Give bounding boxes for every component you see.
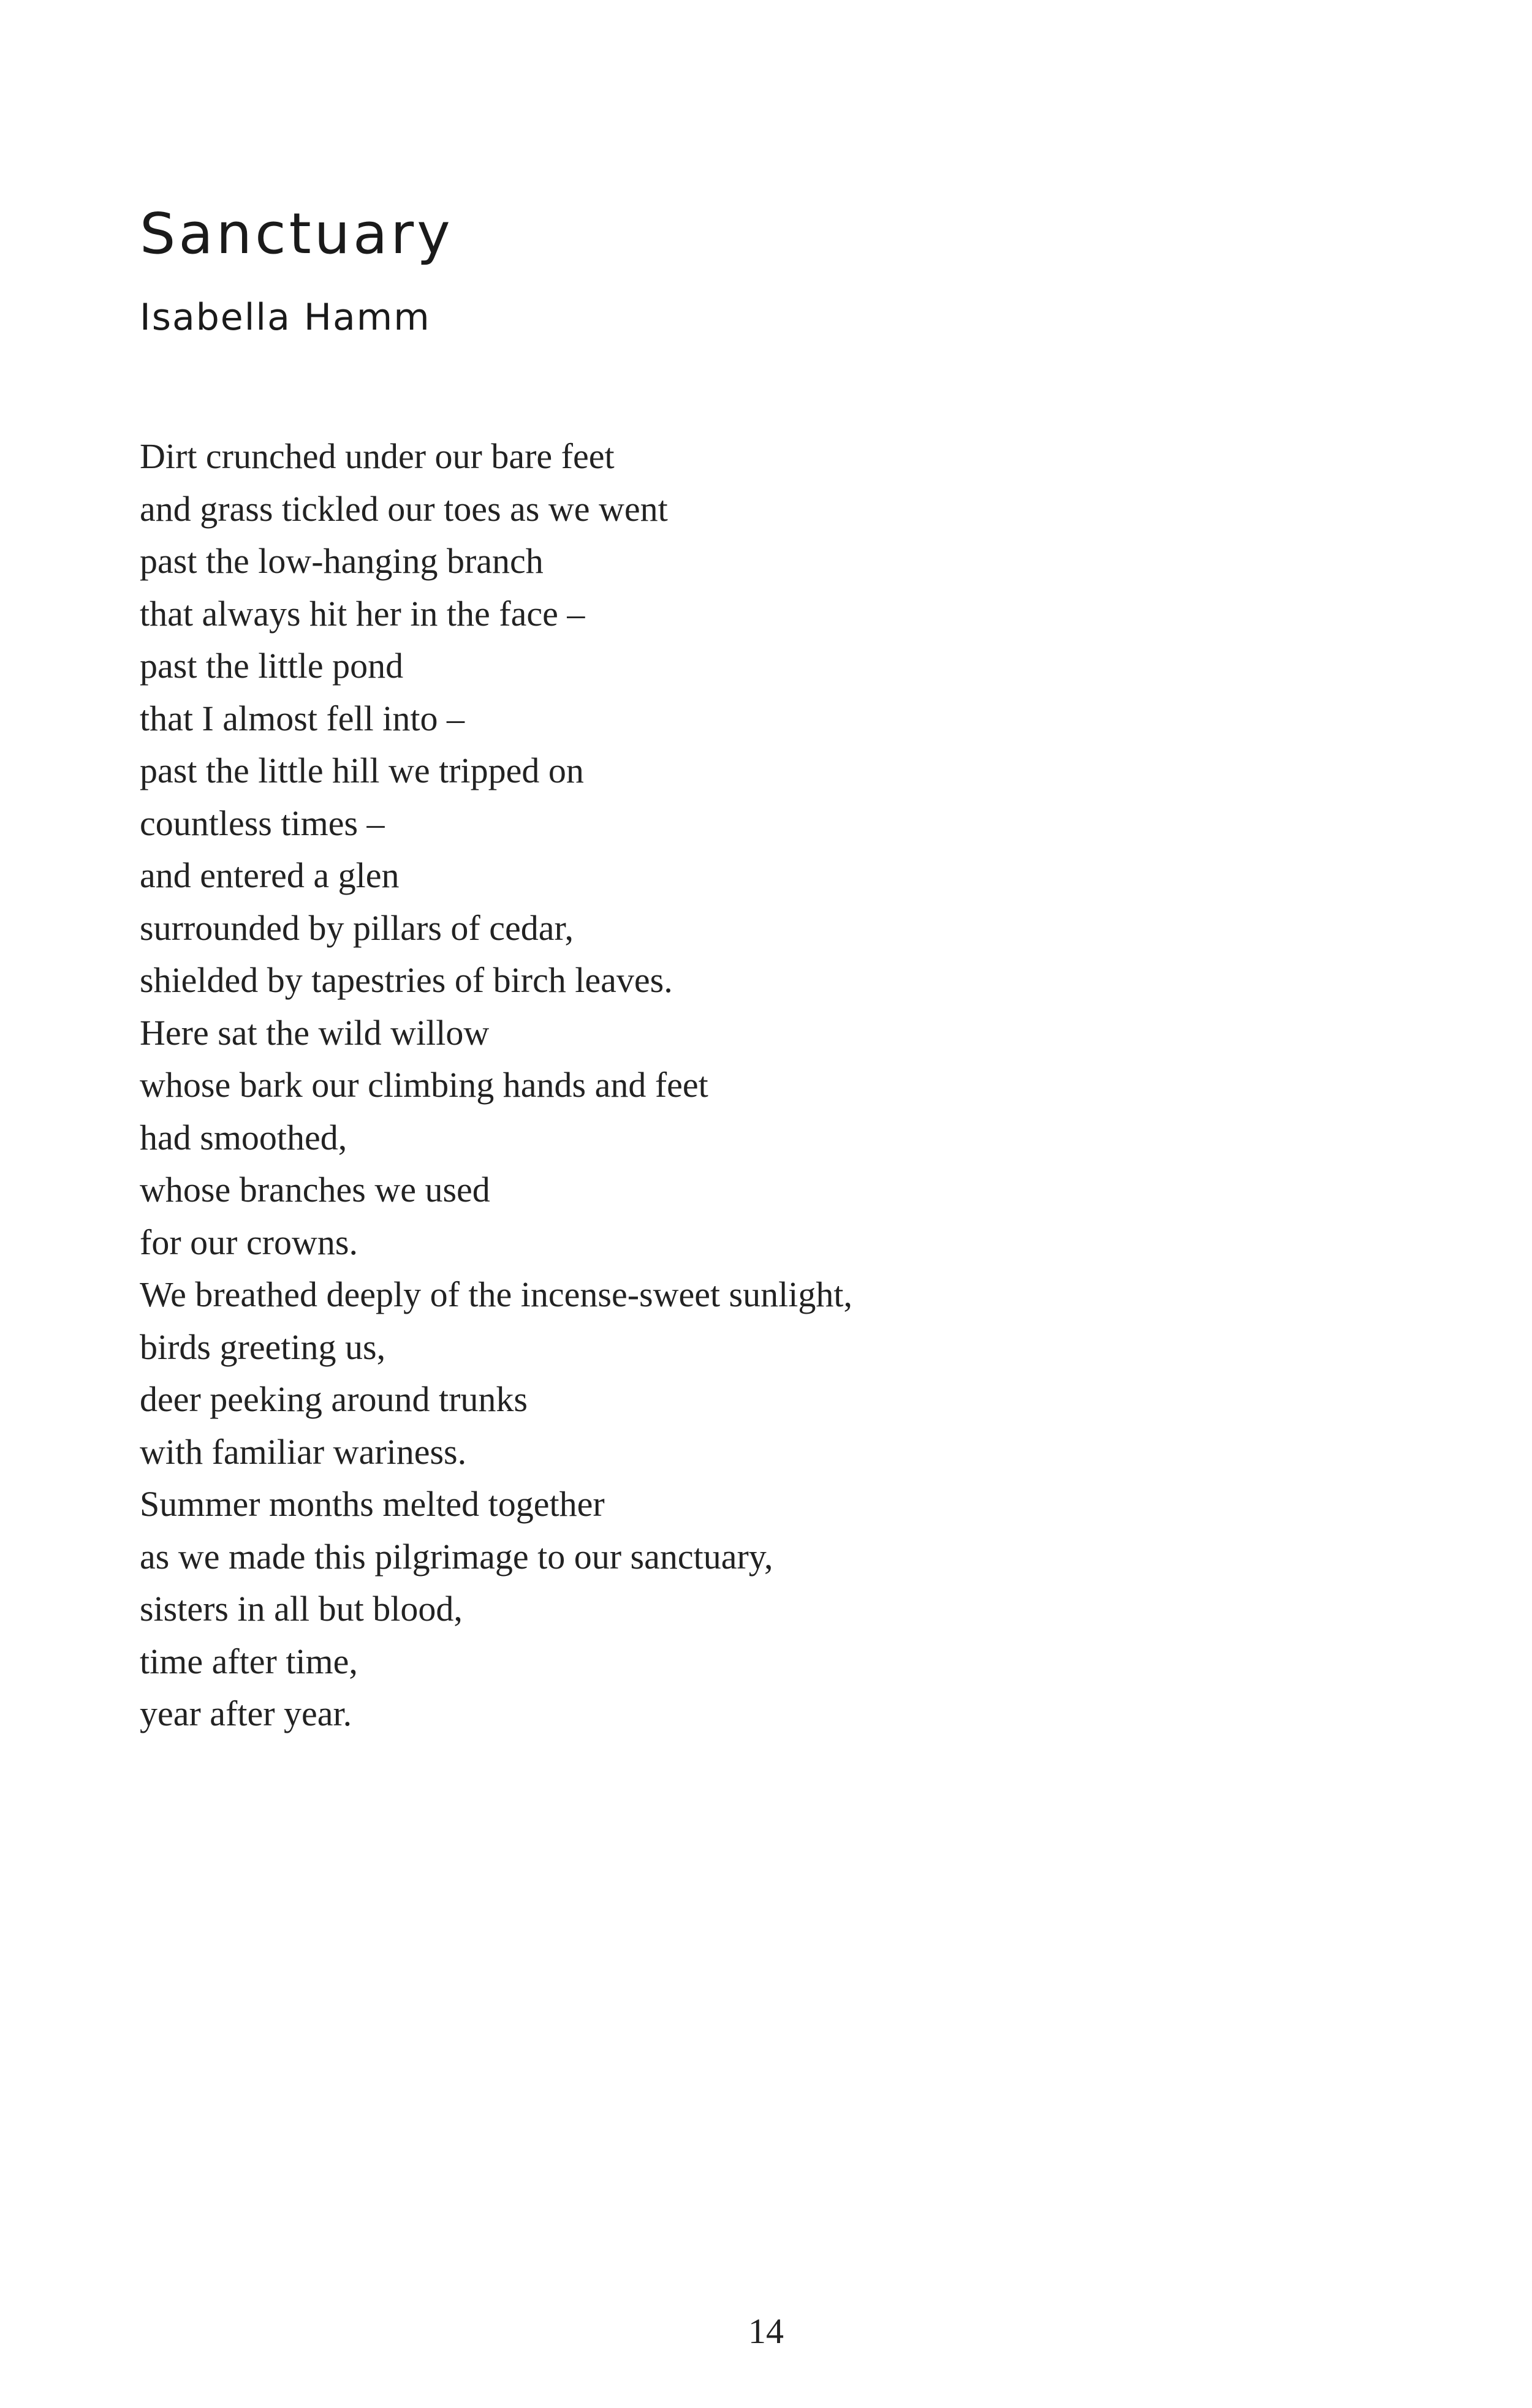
- poem-line: Summer months melted together: [140, 1484, 605, 1524]
- poem-line: that I almost fell into –: [140, 698, 465, 738]
- poem-line: for our crowns.: [140, 1222, 358, 1262]
- poem-body: [140, 430, 852, 1740]
- poem-line: and entered a glen: [140, 855, 400, 895]
- poem-line: shielded by tapestries of birch leaves.: [140, 960, 673, 1000]
- poem-line: We breathed deeply of the incense-sweet sunlight,: [140, 1274, 852, 1314]
- poem-title: Sanctuary: [140, 201, 453, 267]
- poem-line: past the low-hanging branch: [140, 541, 544, 581]
- poem-line: whose branches we used: [140, 1170, 490, 1210]
- poem-line: sisters in all but blood,: [140, 1589, 463, 1629]
- poem-line: that always hit her in the face –: [140, 593, 585, 634]
- poem-line: year after year.: [140, 1694, 352, 1733]
- poem-line: deer peeking around trunks: [140, 1379, 528, 1419]
- poem-line: whose bark our climbing hands and feet: [140, 1065, 708, 1105]
- poem-line: Dirt crunched under our bare feet: [140, 436, 615, 476]
- poem-line: time after time,: [140, 1641, 358, 1681]
- poem-line: past the little hill we tripped on: [140, 751, 584, 790]
- poem-line: countless times –: [140, 803, 385, 843]
- poem-line: with familiar wariness.: [140, 1431, 467, 1472]
- poem-line: and grass tickled our toes as we went: [140, 488, 668, 529]
- poem-line: had smoothed,: [140, 1117, 347, 1157]
- poem-line: past the little pond: [140, 646, 404, 686]
- page-number: 14: [748, 2311, 784, 2351]
- poem-line: birds greeting us,: [140, 1327, 386, 1367]
- poem-line: Here sat the wild willow: [140, 1012, 490, 1053]
- poem-line: as we made this pilgrimage to our sanctuary,: [140, 1536, 773, 1577]
- poem-line: surrounded by pillars of cedar,: [140, 907, 574, 948]
- author-name: Isabella Hamm: [140, 296, 431, 339]
